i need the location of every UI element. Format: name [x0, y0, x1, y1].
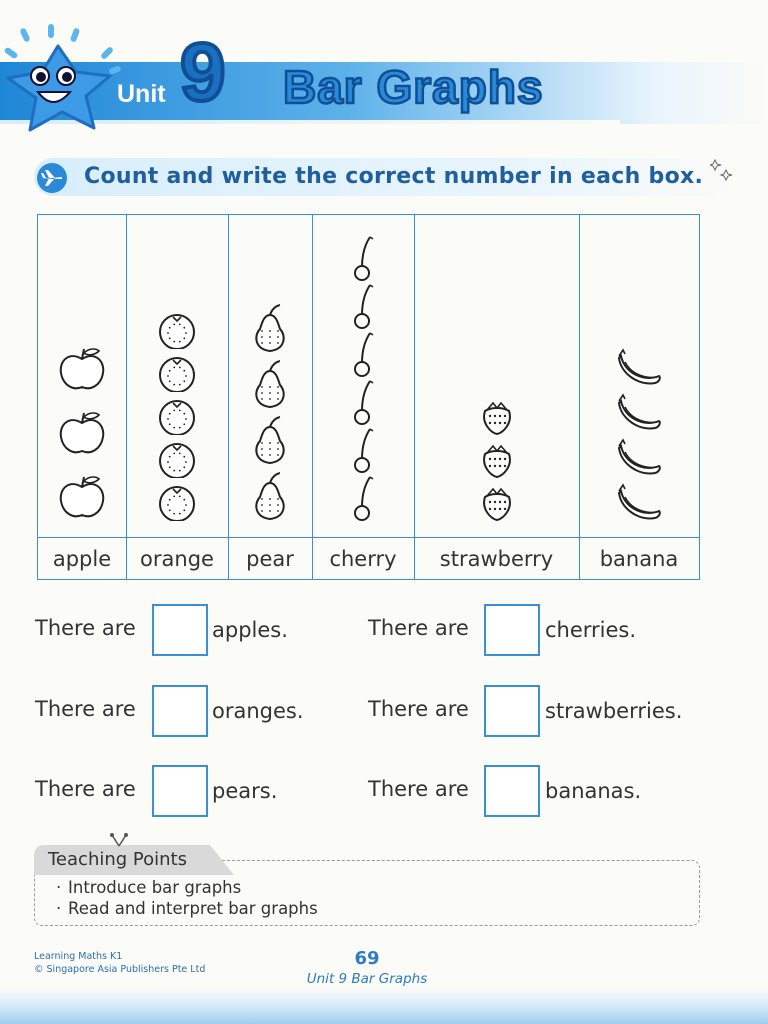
cherry-icon: [352, 475, 374, 521]
pictograph: [37, 214, 700, 580]
answer-box-apples[interactable]: [152, 604, 208, 656]
answer-box-cherries[interactable]: [484, 604, 540, 656]
category-label-strawberry: strawberry: [439, 547, 554, 571]
cherry-icon: [352, 379, 374, 425]
page-subtitle: Unit 9 Bar Graphs: [306, 971, 428, 987]
banana-icon: [615, 483, 663, 521]
answer-box-pears[interactable]: [152, 765, 208, 817]
category-label-pear: pear: [246, 547, 294, 571]
publisher-text: © Singapore Asia Publishers Pte Ltd: [34, 964, 206, 975]
sentence-apples-suffix: apples.: [212, 618, 288, 642]
sentence-oranges-prefix: There are: [35, 697, 136, 721]
unit-label: Unit: [117, 80, 166, 108]
unit-number: 9: [180, 27, 226, 118]
book-title: Learning Maths K1: [34, 951, 123, 962]
sentence-bananas-prefix: There are: [368, 777, 469, 801]
teaching-point-item: · Read and interpret bar graphs: [56, 899, 318, 918]
sentence-pears-suffix: pears.: [212, 779, 278, 803]
apple-icon: [57, 409, 107, 457]
teaching-point-text: Introduce bar graphs: [68, 878, 242, 897]
category-label-banana: banana: [599, 547, 679, 571]
sentence-strawberries-suffix: strawberries.: [545, 699, 683, 723]
page-title: Bar Graphs: [283, 61, 544, 113]
pear-icon: [250, 471, 290, 521]
antenna-icon: [108, 832, 130, 848]
strawberry-icon: [479, 442, 515, 478]
sentence-oranges-suffix: oranges.: [212, 699, 304, 723]
footer-band: [0, 988, 768, 1024]
airplane-icon: [36, 162, 68, 194]
column-orange: [126, 215, 229, 579]
cherry-icon: [352, 331, 374, 377]
category-label-orange: orange: [140, 547, 214, 571]
cherry-icon: [352, 283, 374, 329]
banana-icon: [615, 438, 663, 476]
pear-icon: [250, 359, 290, 409]
sentence-cherries-prefix: There are: [368, 616, 469, 640]
orange-icon: [158, 442, 196, 478]
sentence-pears-prefix: There are: [35, 777, 136, 801]
instruction-text: Count and write the correct number in each box.: [84, 164, 704, 189]
orange-icon: [158, 485, 196, 521]
banana-icon: [615, 393, 663, 431]
teaching-point-text: Read and interpret bar graphs: [68, 899, 318, 918]
answer-box-oranges[interactable]: [152, 685, 208, 737]
strawberry-icon: [479, 485, 515, 521]
category-label-cherry: cherry: [329, 547, 397, 571]
teaching-point-item: · Introduce bar graphs: [56, 878, 242, 897]
cherry-icon: [352, 427, 374, 473]
column-apple: [38, 215, 126, 579]
apple-icon: [57, 473, 107, 521]
column-strawberry: [414, 215, 580, 579]
page-number: 69: [354, 948, 380, 969]
sentence-apples-prefix: There are: [35, 616, 136, 640]
orange-icon: [158, 399, 196, 435]
pear-icon: [250, 415, 290, 465]
cherry-icon: [352, 235, 374, 281]
banana-icon: [615, 348, 663, 386]
answer-box-strawberries[interactable]: [484, 685, 540, 737]
category-labels-row: [38, 537, 699, 580]
teaching-points-title: Teaching Points: [48, 849, 187, 870]
sentence-cherries-suffix: cherries.: [545, 618, 637, 642]
sentence-bananas-suffix: bananas.: [545, 779, 642, 803]
category-label-apple: apple: [52, 547, 112, 571]
orange-icon: [158, 313, 196, 349]
orange-icon: [158, 356, 196, 392]
pear-icon: [250, 303, 290, 353]
answer-box-bananas[interactable]: [484, 765, 540, 817]
sentence-strawberries-prefix: There are: [368, 697, 469, 721]
sparkle-icon: [710, 158, 734, 184]
apple-icon: [57, 345, 107, 393]
strawberry-icon: [479, 399, 515, 435]
